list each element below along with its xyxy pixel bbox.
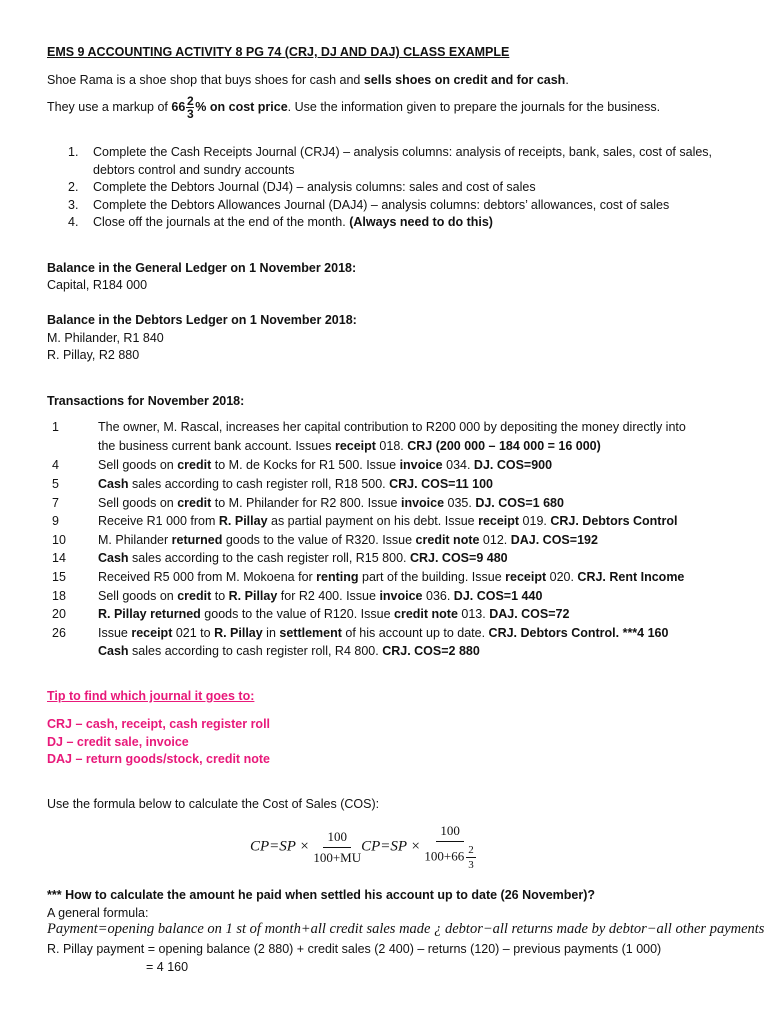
markup-fraction: $\frac{2}{3}$: [186, 94, 194, 121]
task-item: Close off the journals at the end of the month. (Always need to do this): [93, 215, 493, 229]
page-title: EMS 9 ACCOUNTING ACTIVITY 8 PG 74 (CRJ, DJ AND DAJ) CLASS EXAMPLE: [47, 45, 510, 59]
pillay-result: = 4 160: [146, 960, 189, 974]
fraction-1: $\frac{100}{100+MU}$: [313, 828, 362, 865]
fraction-2: 100 100+66 $\frac{2}{3}$: [424, 823, 474, 871]
transactions-heading: Transactions for November 2018:: [47, 394, 245, 408]
transaction-day: 18: [52, 589, 66, 603]
transaction-text: R. Pillay returned goods to the value of R120. Issue credit note 013. DAJ. COS=72: [98, 607, 570, 621]
transaction-text: The owner, M. Rascal, increases her capital contribution to R200 000 by depositing the money directly into: [98, 420, 686, 434]
debtors-ledger-heading: Balance in the Debtors Ledger on 1 November 2018:: [47, 313, 357, 327]
task-item: Complete the Debtors Journal (DJ4) – analysis columns: sales and cost of sales: [93, 180, 536, 194]
transaction-day: 4: [52, 458, 59, 472]
transaction-day: 1: [52, 420, 59, 434]
debtors-ledger-item: R. Pillay, R2 880: [47, 348, 140, 362]
transaction-day: 26: [52, 626, 66, 640]
transaction-text: M. Philander returned goods to the value of R320. Issue credit note 012. DAJ. COS=192: [98, 533, 598, 547]
tip-line: DJ – credit sale, invoice: [47, 735, 189, 749]
transaction-text: Issue receipt 021 to R. Pillay in settlement of his account up to date. CRJ. Debtors Control. ***4 160: [98, 626, 669, 640]
transaction-text: Sell goods on credit to M. Philander for R2 800. Issue invoice 035. DJ. COS=1 680: [98, 496, 564, 510]
transaction-day: 15: [52, 570, 66, 584]
payment-formula: Payment=opening balance on 1 st of month+all credit sales made ¿ debtor−all returns made by debtor−all other payments: [47, 921, 765, 937]
transaction-text: Cash sales according to cash register roll, R18 500. CRJ. COS=11 100: [98, 477, 494, 491]
transaction-day: 9: [52, 514, 59, 528]
formula-intro: Use the formula below to calculate the Cost of Sales (COS):: [47, 797, 380, 811]
transaction-day: 5: [52, 477, 59, 491]
transaction-text: Received R5 000 from M. Mokoena for renting part of the building. Issue receipt 020. CRJ. Rent Income: [98, 570, 685, 584]
transaction-text: Receive R1 000 from R. Pillay as partial payment on his debt. Issue receipt 019. CRJ. Debtors Control: [98, 514, 678, 528]
cost-price-formula: CP=SP × $\frac{100}{100+MU}$ CP=SP × 100 100+66 $\frac{2}{3}$: [250, 823, 474, 871]
tip-line: CRJ – cash, receipt, cash register roll: [47, 717, 271, 731]
pillay-payment: R. Pillay payment = opening balance (2 880) + credit sales (2 400) – returns (120) – previous payments (1 000): [47, 942, 662, 956]
transaction-text: Sell goods on credit to R. Pillay for R2 400. Issue invoice 036. DJ. COS=1 440: [98, 589, 543, 603]
transaction-text: the business current bank account. Issues receipt 018. CRJ (200 000 – 184 000 = 16 000): [98, 439, 601, 453]
transaction-day: 7: [52, 496, 59, 510]
transaction-text: Sell goods on credit to M. de Kocks for R1 500. Issue invoice 034. DJ. COS=900: [98, 458, 553, 472]
transaction-day: 10: [52, 533, 66, 547]
debtors-ledger-item: M. Philander, R1 840: [47, 331, 164, 345]
tip-line: DAJ – return goods/stock, credit note: [47, 752, 270, 766]
transaction-text: Cash sales according to cash register roll, R4 800. CRJ. COS=2 880: [98, 644, 480, 658]
transaction-day: 20: [52, 607, 66, 621]
transaction-day: 14: [52, 551, 66, 565]
task-item: Complete the Debtors Allowances Journal (DAJ4) – analysis columns: debtors’ allowances, cost of sales: [93, 198, 670, 212]
task-item-continued: debtors control and sundry accounts: [93, 163, 295, 177]
settle-question: *** How to calculate the amount he paid when settled his account up to date (26 November)?: [47, 888, 596, 902]
intro-line-2: They use a markup of 66 $\frac{2}{3}$ % on cost price. Use the information given to prepare the journals for the business.: [47, 94, 661, 121]
task-item: Complete the Cash Receipts Journal (CRJ4) – analysis columns: analysis of receipts, bank, sales, cost of sales,: [93, 145, 713, 159]
tip-heading: Tip to find which journal it goes to:: [47, 689, 255, 703]
transaction-text: Cash sales according to the cash register roll, R15 800. CRJ. COS=9 480: [98, 551, 508, 565]
settle-general: A general formula:: [47, 906, 149, 920]
general-ledger-heading: Balance in the General Ledger on 1 November 2018:: [47, 261, 357, 275]
intro-line-1: Shoe Rama is a shoe shop that buys shoes for cash and sells shoes on credit and for cash.: [47, 73, 569, 87]
general-ledger-item: Capital, R184 000: [47, 278, 148, 292]
